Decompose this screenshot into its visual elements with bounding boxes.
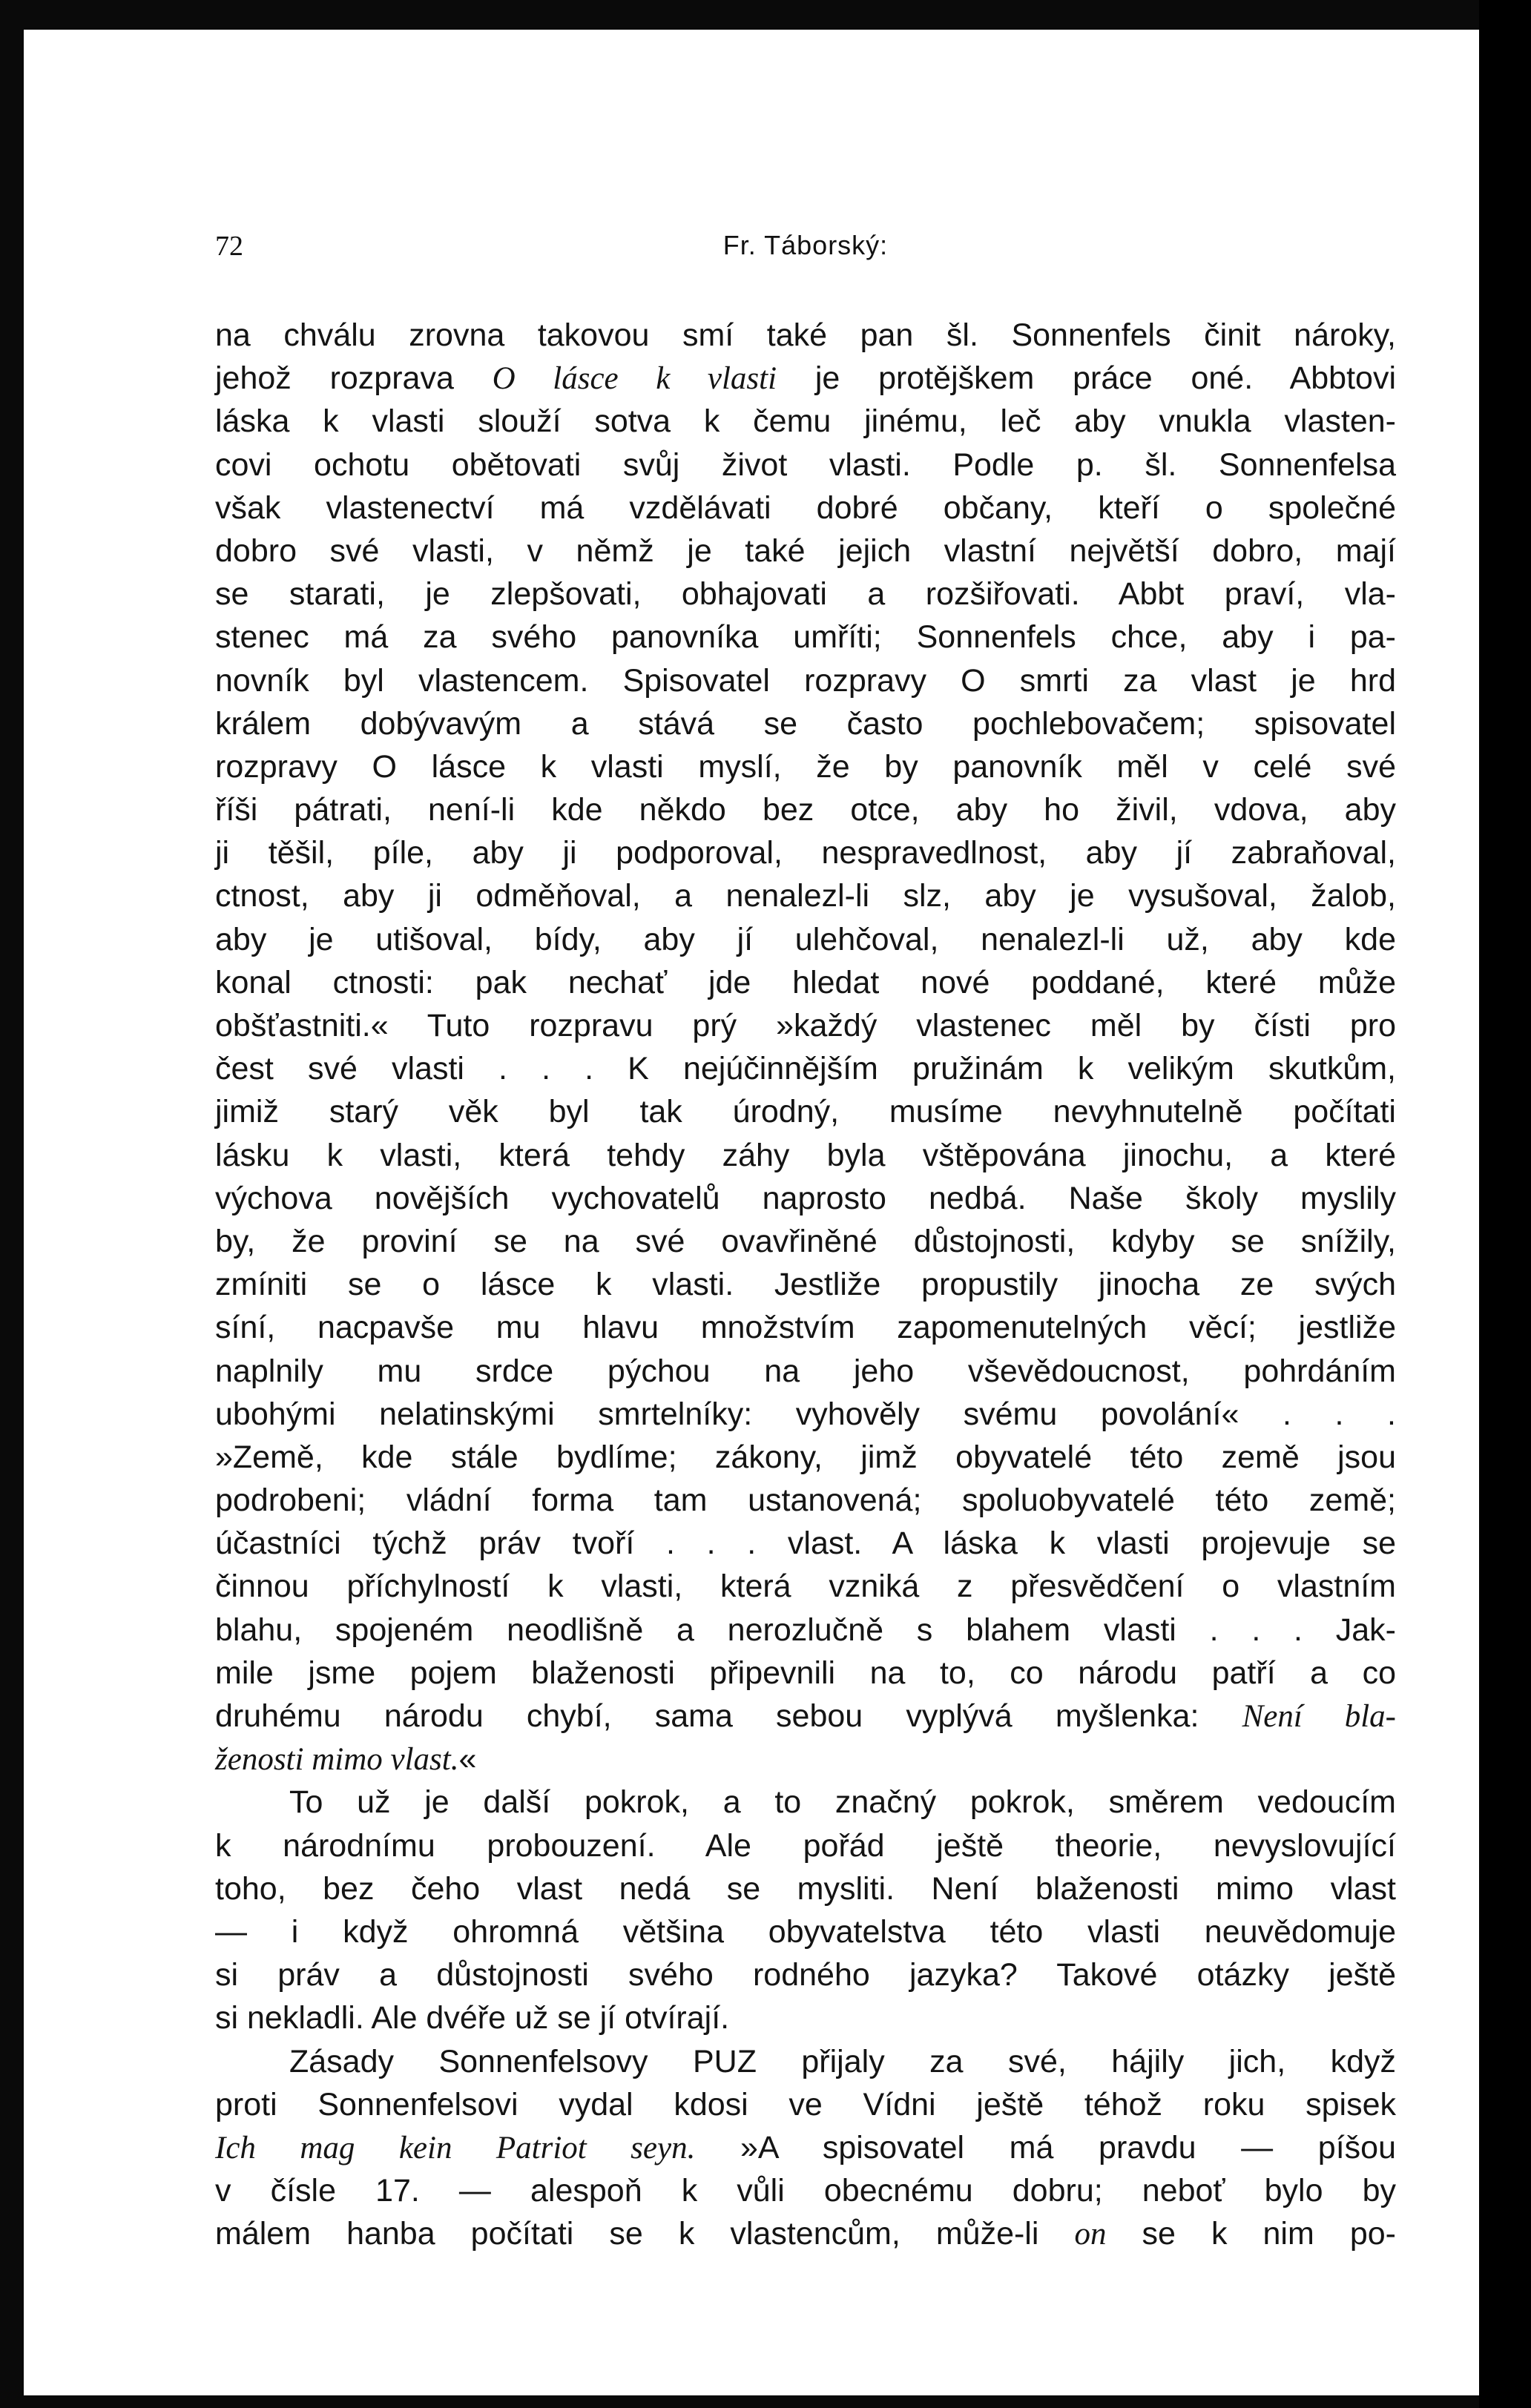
text-line xyxy=(215,2126,1396,2169)
text-line xyxy=(215,2169,1396,2212)
text-line xyxy=(215,1910,1396,1953)
text-line xyxy=(215,530,1396,573)
text-line xyxy=(215,1824,1396,1867)
text-segment: jimiž starý věk byl tak úrodný, musíme nevyhnutelně počítati xyxy=(215,1094,1396,1130)
text-segment: « xyxy=(458,1741,477,1778)
text-line xyxy=(215,1996,1396,2039)
text-segment: ctnost, aby ji odměňoval, a nenalezl-li slz, aby je vysušoval, žalob, xyxy=(215,878,1396,914)
text-line xyxy=(215,702,1396,745)
text-line xyxy=(215,1306,1396,1349)
page-header xyxy=(215,230,1396,274)
text-segment: říši pátrati, není-li kde někdo bez otce, aby ho živil, vdova, aby xyxy=(215,792,1396,828)
text-segment: »A spisovatel má pravdu — píšou xyxy=(695,2129,1396,2165)
text-segment: v čísle 17. — alespoň k vůli obecnému dobru; neboť bylo by xyxy=(215,2173,1396,2209)
text-line xyxy=(215,486,1396,530)
text-segment: ji těšil, píle, aby ji podporoval, nespravedlnost, aby jí zabraňoval, xyxy=(215,835,1396,871)
text-segment: novník byl vlastencem. Spisovatel rozpravy O smrti za vlast je hrd xyxy=(215,662,1396,699)
text-segment: málem hanba počítati se k vlastencům, může-li xyxy=(215,2216,1075,2252)
text-segment: rozpravy O lásce k vlasti myslí, že by panovník měl v celé své xyxy=(215,748,1396,785)
text-segment: k národnímu probouzení. Ale pořád ještě theorie, nevyslovující xyxy=(215,1827,1396,1864)
text-segment: naplnily mu srdce pýchou na jeho vševědoucnost, pohrdáním xyxy=(215,1353,1396,1389)
text-segment: je protějškem práce oné. Abbtovi xyxy=(777,360,1396,397)
text-segment: — i když ohromná většina obyvatelstva této vlasti neuvědomuje xyxy=(215,1913,1396,1950)
text-line xyxy=(215,443,1396,486)
text-line xyxy=(215,1953,1396,1996)
text-segment: obšťastniti.« Tuto rozpravu prý »každý vlastenec měl by čísti pro xyxy=(215,1008,1396,1043)
text-line xyxy=(215,961,1396,1004)
text-line xyxy=(215,831,1396,874)
text-segment: »Země, kde stále bydlíme; zákony, jimž obyvatelé této země jsou xyxy=(215,1439,1396,1475)
text-segment: se k nim po- xyxy=(1106,2216,1396,2252)
text-line xyxy=(215,1652,1396,1695)
italic-text: Ich mag kein Patriot seyn. xyxy=(215,2130,696,2165)
text-line xyxy=(215,1867,1396,1910)
text-segment: by, že proviní se na své ovavřiněné důstojnosti, kdyby se snížily, xyxy=(215,1223,1396,1259)
text-line xyxy=(215,1220,1396,1263)
text-line xyxy=(215,874,1396,917)
text-segment: ubohými nelatinskými smrtelníky: vyhověly svému povolání« . . . xyxy=(215,1396,1396,1432)
text-segment: účastníci týchž práv tvoří . . . vlast. A láska k vlasti projevuje se xyxy=(215,1525,1396,1562)
text-line xyxy=(215,1090,1396,1133)
text-segment: druhému národu chybí, sama sebou vyplývá myšlenka: xyxy=(215,1698,1242,1734)
text-segment: zmíniti se o lásce k vlasti. Jestliže propustily jinocha ze svých xyxy=(215,1267,1396,1303)
text-segment: covi ochotu obětovati svůj život vlasti. Podle p. šl. Sonnenfelsa xyxy=(215,446,1396,483)
book-page xyxy=(24,30,1479,2395)
scan-border xyxy=(1479,0,1531,2408)
text-line xyxy=(215,357,1396,400)
text-segment: síní, nacpavše mu hlavu množstvím zapomenutelných věcí; jestliže xyxy=(215,1310,1396,1346)
text-segment: To už je další pokrok, a to značný pokrok, směrem vedoucím xyxy=(289,1784,1396,1821)
text-segment: výchova novějších vychovatelů naprosto nedbá. Naše školy myslily xyxy=(215,1180,1396,1216)
text-line xyxy=(215,2083,1396,2126)
text-line xyxy=(215,1263,1396,1306)
text-segment: podrobeni; vládní forma tam ustanovená; spoluobyvatelé této země; xyxy=(215,1482,1396,1519)
text-segment: lásku k vlasti, která tehdy záhy byla vštěpována jinochu, a které xyxy=(215,1137,1396,1173)
text-line xyxy=(215,788,1396,831)
text-line xyxy=(215,1479,1396,1522)
italic-text: O lásce k vlasti xyxy=(492,361,777,397)
text-line xyxy=(215,1738,1396,1781)
text-segment: však vlastenectví má vzdělávati dobré občany, kteří o společné xyxy=(215,489,1396,526)
running-title: Fr. Táborský: xyxy=(722,230,889,260)
text-line xyxy=(215,1565,1396,1608)
text-line xyxy=(215,2212,1396,2255)
text-line xyxy=(215,659,1396,702)
text-line xyxy=(215,1393,1396,1436)
text-line xyxy=(215,400,1396,443)
text-segment: si práv a důstojnosti svého rodného jazyka? Takové otázky ještě xyxy=(215,1957,1396,1993)
text-line xyxy=(215,573,1396,616)
body-text xyxy=(215,314,1396,2255)
text-line xyxy=(215,314,1396,357)
text-segment: čest své vlasti . . . K nejúčinnějším pružinám k velikým skutkům, xyxy=(215,1051,1396,1087)
text-segment: dobro své vlasti, v němž je také jejich vlastní největší dobro, mají xyxy=(215,532,1396,569)
text-segment: konal ctnosti: pak nechať jde hledat nové poddané, které může xyxy=(215,964,1396,1000)
text-line xyxy=(215,1695,1396,1738)
italic-text: ženosti mimo vlast. xyxy=(215,1742,459,1778)
text-line xyxy=(215,745,1396,788)
page-number: 72 xyxy=(215,231,243,262)
text-segment: Zásady Sonnenfelsovy PUZ přijaly za své, hájily jich, když xyxy=(289,2043,1396,2079)
text-line xyxy=(215,2040,1396,2083)
text-segment: toho, bez čeho vlast nedá se mysliti. Není blaženosti mimo vlast xyxy=(215,1870,1396,1907)
text-segment: mile jsme pojem blaženosti připevnili na to, co národu patří a co xyxy=(215,1655,1396,1691)
text-segment: králem dobývavým a stává se často pochlebovačem; spisovatel xyxy=(215,705,1396,742)
italic-text: on xyxy=(1074,2217,1107,2252)
text-line xyxy=(215,1047,1396,1090)
text-line xyxy=(215,1004,1396,1047)
text-line xyxy=(215,1781,1396,1824)
text-segment: činnou příchylností k vlasti, která vzniká z přesvědčení o vlastním xyxy=(215,1569,1396,1605)
text-segment: si nekladli. Ale dvéře už se jí otvírají. xyxy=(215,2000,730,2036)
text-line xyxy=(215,1436,1396,1479)
text-line xyxy=(215,1609,1396,1652)
text-segment: stenec má za svého panovníka umříti; Sonnenfels chce, aby i pa- xyxy=(215,619,1396,656)
text-segment: na chválu zrovna takovou smí také pan šl. Sonnenfels činit nároky, xyxy=(215,317,1396,353)
italic-text: Není bla- xyxy=(1242,1699,1396,1734)
text-segment: aby je utišoval, bídy, aby jí ulehčoval, nenalezl-li už, aby kde xyxy=(215,921,1396,957)
text-segment: proti Sonnenfelsovi vydal kdosi ve Vídni ještě téhož roku spisek xyxy=(215,2086,1396,2122)
text-line xyxy=(215,1134,1396,1177)
text-segment: jehož rozprava xyxy=(215,360,493,397)
text-segment: blahu, spojeném neodlišně a nerozlučně s blahem vlasti . . . Jak- xyxy=(215,1612,1396,1648)
text-line xyxy=(215,616,1396,659)
text-segment: láska k vlasti slouží sotva k čemu jinému, leč aby vnukla vlasten- xyxy=(215,403,1396,440)
text-line xyxy=(215,1350,1396,1393)
text-line xyxy=(215,1522,1396,1565)
text-line xyxy=(215,918,1396,961)
text-segment: se starati, je zlepšovati, obhajovati a rozšiřovati. Abbt praví, vla- xyxy=(215,576,1396,613)
text-line xyxy=(215,1177,1396,1220)
